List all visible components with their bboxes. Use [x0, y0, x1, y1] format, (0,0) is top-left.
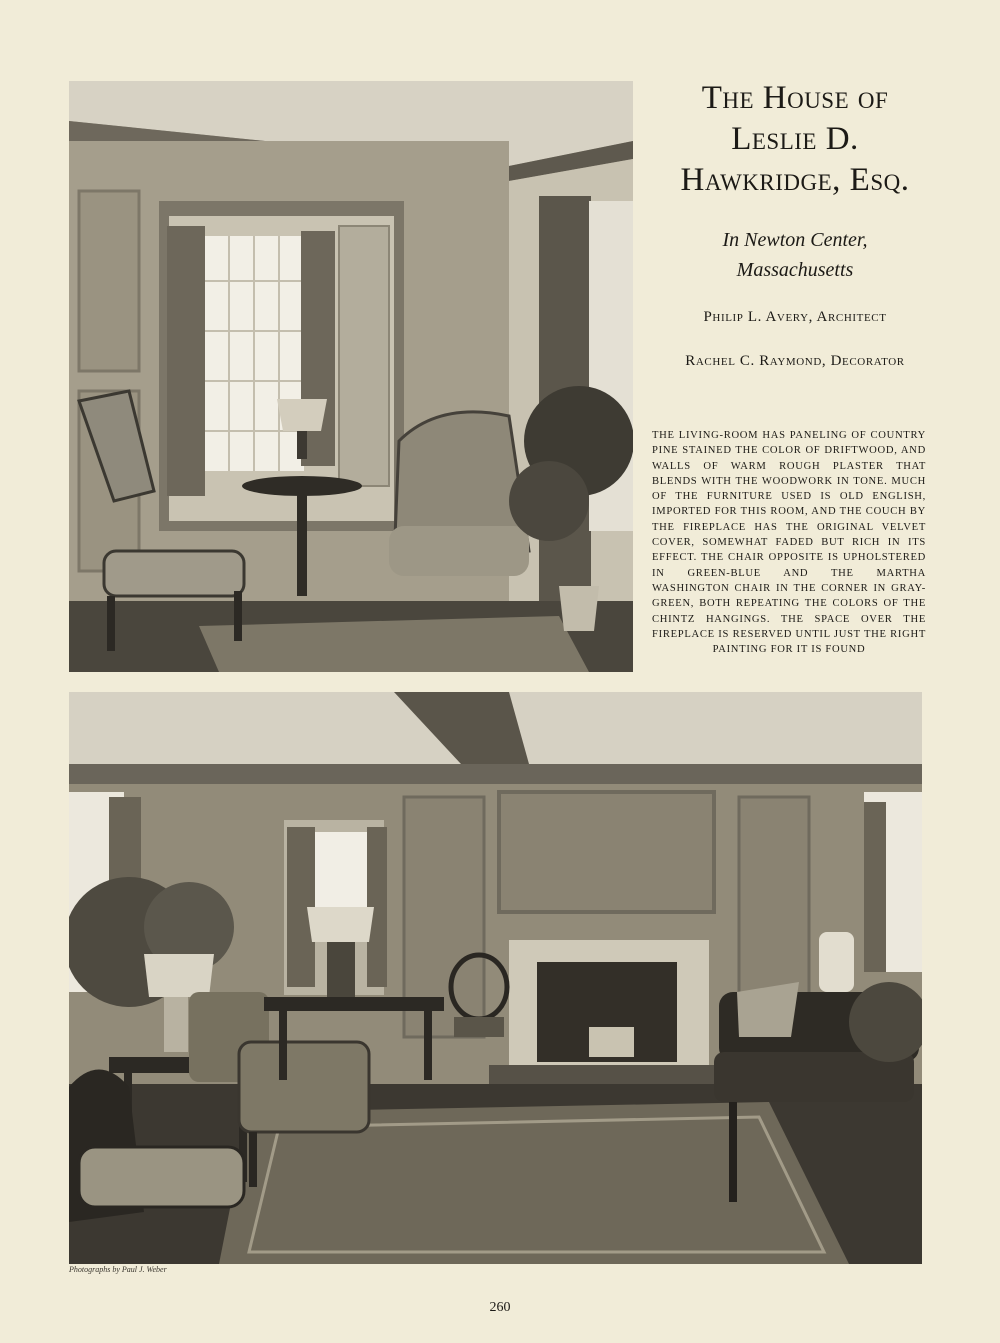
- location-line: In Newton Center,: [722, 229, 868, 251]
- location-line: Massachusetts: [736, 259, 854, 281]
- title-line: Leslie D.: [731, 121, 859, 157]
- decorator-credit: Rachel C. Raymond, Decorator: [685, 353, 905, 369]
- photo-caption: THE LIVING-ROOM HAS PANELING OF COUNTRY PINE STAINED THE COLOR OF DRIFTWOOD, AND WALLS OF WARM ROUGH PLASTER THAT BLENDS WITH THE WOODWORK IN TONE. MUCH OF THE FURNITURE USED IS OLD ENGLISH, IMPORTED FOR THIS ROOM, AND THE COUCH BY THE FIREPLACE HAS THE ORIGINAL VELVET COVER, SOMEWHAT FADED BUT RICH IN ITS EFFECT. THE CHAIR OPPOSITE IS UPHOLSTERED IN GREEN-BLUE AND THE MARTHA WASHINGTON CHAIR IN THE CORNER IN GRAY-GREEN, BOTH REPEATING THE COLORS OF THE CHINTZ HANGINGS. THE SPACE OVER THE FIREPLACE IS RESERVED UNTIL JUST THE RIGHT PAINTING FOR IT IS FOUND: [652, 430, 926, 656]
- title-line: The House of: [701, 80, 889, 116]
- photo-living-room-fireplace: [69, 692, 922, 1264]
- photo-credit: Photographs by Paul J. Weber: [69, 1265, 167, 1274]
- title-line: Hawkridge, Esq.: [680, 162, 910, 198]
- architect-credit: Philip L. Avery, Architect: [703, 309, 887, 325]
- article-title: [645, 78, 945, 201]
- page-number: 260: [489, 1300, 511, 1315]
- article-location: [645, 225, 945, 285]
- photo-living-room-corner: [69, 81, 633, 672]
